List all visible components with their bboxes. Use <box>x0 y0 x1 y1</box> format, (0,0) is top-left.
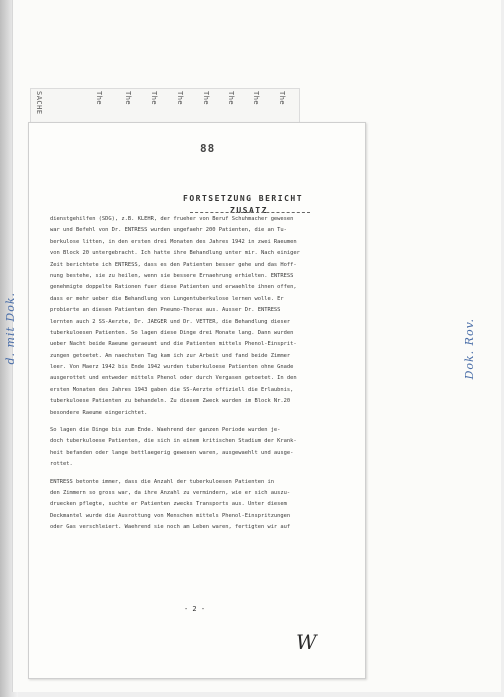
text-line: doch tuberkuloese Patienten, die sich in einem kritischen Stadium der Krank- <box>50 438 297 445</box>
handwritten-initial-signature: W <box>296 630 317 654</box>
column-label: The <box>278 91 286 106</box>
column-label: SACHE <box>35 91 43 115</box>
text-line: tuberkuloesen Patienten. So lagen diese Dinge drei Monate lang. Dann wurden <box>50 329 294 336</box>
column-label: The <box>124 91 132 106</box>
handwritten-margin-note-left: d. mit Dok. <box>4 292 17 365</box>
text-line: genehmigte doppelte Rationen fuer diese Patienten und erwaehlte ihnen offen, <box>50 284 297 291</box>
text-line: dass er mehr ueber die Behandlung von Lungentuberkulose lernen wolle. Er <box>50 295 284 302</box>
text-line: ueber Nacht beide Raeume geraeumt und die Patienten mittels Phenol-Einsprit- <box>50 341 297 348</box>
text-line: druecken pflegte, suchte er Patienten zwecks Transports aus. Unter diesem <box>50 501 287 508</box>
heading-underline <box>190 212 310 213</box>
footer-page-number: - 2 - <box>184 605 206 613</box>
text-line: lernten auch 2 SS-Aerzte, Dr. JAEGER und Dr. VETTER, die Behandlung dieser <box>50 318 291 325</box>
column-label: The <box>252 91 260 106</box>
text-line: Deckmantel wurde die Ausrottung von Menschen mittels Phenol-Einspritzungen <box>50 512 291 519</box>
body-text <box>50 214 350 534</box>
text-line: von Block 20 untergebracht. Ich hatte ihre Behandlung unter mir. Nach einiger <box>50 250 300 257</box>
column-label: The <box>95 91 103 106</box>
text-line: dienstgehilfen (SDG), z.B. KLEHR, der frueher von Beruf Schuhmacher gewesen <box>50 216 294 222</box>
column-label: The <box>176 91 184 106</box>
text-line: heit befanden oder lange bettlaegerig gewesen waren, ausgewaehlt und ausge- <box>50 449 294 456</box>
text-line: besondere Raeume eingerichtet. <box>50 409 148 416</box>
document-heading: FORTSETZUNG BERICHT <box>183 194 304 203</box>
text-line: tuberkuloese Patienten zu behandeln. Zu diesem Zweck wurden im Block Nr.20 <box>50 398 291 405</box>
column-label: The <box>227 91 235 106</box>
underlying-document-strip <box>30 88 300 124</box>
text-line: oder Gas verschleiert. Waehrend sie noch am Leben waren, fertigten wir auf <box>50 524 291 531</box>
text-line: ENTRESS betonte immer, dass die Anzahl der tuberkuloesen Patienten in <box>50 478 274 485</box>
text-line: nung bestehe, sie zu heilen, wenn sie bessere Ernaehrung erhielten. ENTRESS <box>50 272 294 279</box>
text-line: leer. Von Maerz 1942 bis Ende 1942 wurden tuberkuloese Patienten ohne Gnade <box>50 364 294 371</box>
text-line: den Zimmern so gross war, da ihre Anzahl zu vermindern, wie er sich auszu- <box>50 489 291 496</box>
text-line: rottet. <box>50 461 73 468</box>
text-line: ausgerottet und entweder mittels Phenol oder durch Vergasen getoetet. In den <box>50 375 297 382</box>
text-line: ersten Monaten des Jahres 1943 gaben die SS-Aerzte offiziell die Erlaubnis, <box>50 386 294 393</box>
text-line: war und Befehl von Dr. ENTRESS wurden ungefaehr 200 Patienten, die an Tu- <box>50 227 287 234</box>
text-line: probierte an diesen Patienten den Pneumo-Thorax aus. Ausser Dr. ENTRESS <box>50 307 281 314</box>
text-line: So lagen die Dinge bis zum Ende. Waehrend der ganzen Periode wurden je- <box>50 427 281 434</box>
page-number: 88 <box>200 142 216 155</box>
document-subheading: ZUSATZ <box>230 206 268 215</box>
column-label: The <box>202 91 210 106</box>
text-line: Zeit berichtete ich ENTRESS, dass es den Patienten besser gehe und das Hoff- <box>50 261 297 268</box>
text-line: zungen getoetet. Am naechsten Tag kam ich zur Arbeit und fand beide Zimmer <box>50 352 291 359</box>
column-label: The <box>150 91 158 106</box>
handwritten-margin-note-right: Dok. Rov. <box>463 318 476 380</box>
text-line: berkulose litten, in den ersten drei Monaten des Jahres 1942 in zwei Raeumen <box>50 238 297 245</box>
